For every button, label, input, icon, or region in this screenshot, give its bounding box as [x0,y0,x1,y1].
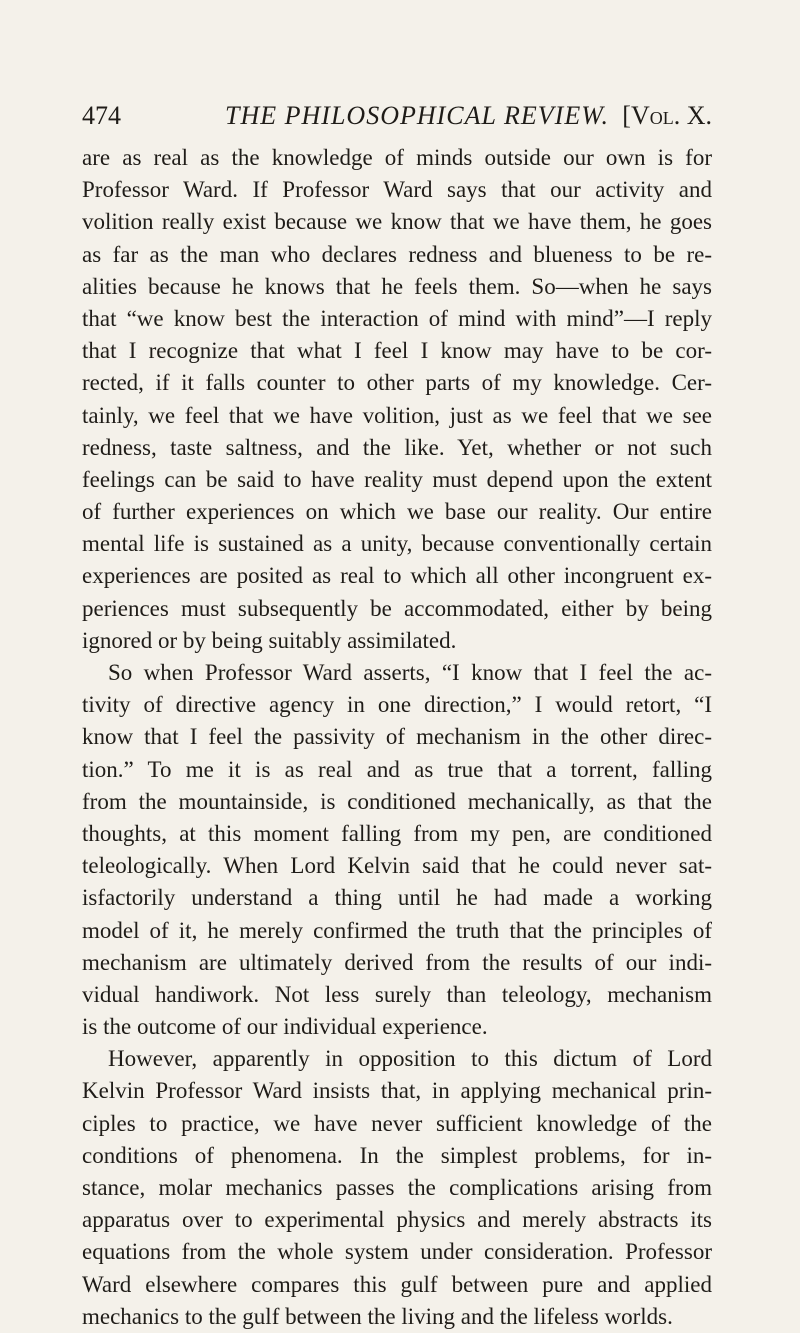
text-line: conditions of phenomena. In the simplest problems, for in- [82,1142,712,1168]
text-line: from the mountainside, is conditioned mechanically, as that the [82,788,712,814]
text-line: So when Professor Ward asserts, “I know that I feel the ac- [108,660,712,685]
text-line: Ward elsewhere compares this gulf between pure and applied [82,1271,712,1297]
text-line: periences must subsequently be accommodated, either by being [82,595,712,621]
text-line: volition really exist because we know that we have them, he goes [82,209,712,235]
text-line: that “we know best the interaction of mind with mind”—I reply [82,305,712,331]
text-line: However, apparently in opposition to this dictum of Lord [108,1046,712,1072]
text-line: mechanics to the gulf between the living and the lifeless worlds. [82,1303,673,1329]
text-line: thoughts, at this moment falling from my pen, are conditioned [82,820,712,846]
text-line: apparatus over to experimental physics and merely abstracts its [82,1207,712,1233]
text-line: feelings can be said to have reality must depend upon the extent [82,466,712,492]
text-line: tivity of directive agency in one direction,” I would retort, “I [82,692,712,718]
running-header [82,96,712,136]
text-line: tion.” To me it is as real and as true that a torrent, falling [82,756,712,782]
text-line: as far as the man who declares redness and blueness to be re- [82,241,712,267]
text-line: tainly, we feel that we have volition, just as we feel that we see [82,402,712,428]
text-line: teleologically. When Lord Kelvin said that he could never sat- [82,853,712,879]
text-line: is the outcome of our individual experience. [82,1014,488,1040]
text-line: alities because he knows that he feels them. So—when he says [82,273,712,299]
text-line: isfactorily understand a thing until he had made a working [82,885,712,911]
volume-label: [Vol. X. [622,101,712,130]
paragraph [82,657,712,1043]
text-line: model of it, he merely confirmed the truth that the principles of [82,917,712,943]
text-line: mechanism are ultimately derived from the results of our indi- [82,949,712,975]
text-line: ciples to practice, we have never sufficient knowledge of the [82,1110,712,1136]
running-title: THE PHILOSOPHICAL REVIEW. [225,101,609,130]
text-line: are as real as the knowledge of minds outside our own is for [82,145,712,170]
text-line: stance, molar mechanics passes the complications arising from [82,1175,712,1200]
paragraph [82,142,712,657]
text-line: experiences are posited as real to which all other incongruent ex- [82,563,712,589]
text-line: redness, taste saltness, and the like. Yet, whether or not such [82,434,712,460]
text-line: that I recognize that what I feel I know may have to be cor- [82,338,712,364]
text-line: Kelvin Professor Ward insists that, in applying mechanical prin- [82,1078,712,1104]
text-line: ignored or by being suitably assimilated. [82,627,457,653]
text-line: Professor Ward. If Professor Ward says that our activity and [82,177,712,203]
text-line: of further experiences on which we base our reality. Our entire [82,499,712,525]
text-line: know that I feel the passivity of mechanism in the other direc- [82,724,712,750]
text-line: vidual handiwork. Not less surely than teleology, mechanism [82,981,712,1007]
text-line: equations from the whole system under consideration. Professor [82,1239,712,1265]
text-line: mental life is sustained as a unity, because conventionally certain [82,531,712,557]
paragraph [82,1043,712,1333]
text-line: rected, if it falls counter to other parts of my knowledge. Cer- [82,370,712,396]
body-text [82,142,712,1333]
page-number: 474 [82,101,121,130]
